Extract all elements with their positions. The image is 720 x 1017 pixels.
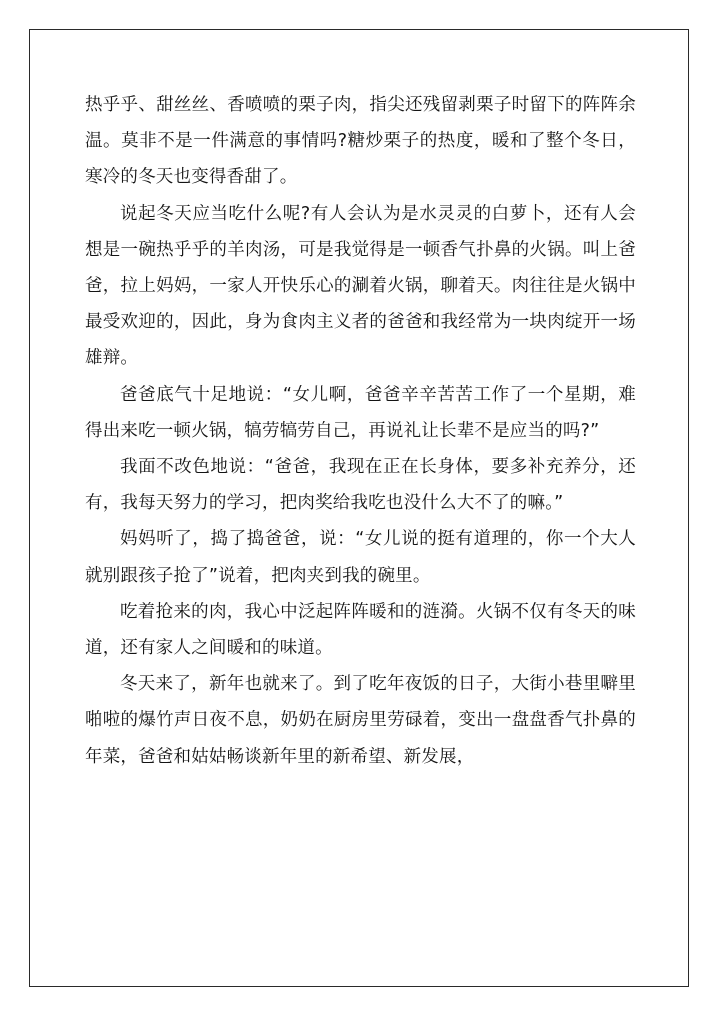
document-body bbox=[85, 87, 636, 775]
paragraph-7: 冬天来了，新年也就来了。到了吃年夜饭的日子，大街小巷里噼里啪啦的爆竹声日夜不息，奶奶在厨房里劳碌着，变出一盘盘香气扑鼻的年菜，爸爸和姑姑畅谈新年里的新希望、新发展， bbox=[85, 674, 636, 767]
paragraph-2: 说起冬天应当吃什么呢?有人会认为是水灵灵的白萝卜，还有人会想是一碗热乎乎的羊肉汤，可是我觉得是一顿香气扑鼻的火锅。叫上爸爸，拉上妈妈，一家人开快乐心的涮着火锅，聊着天。肉往往是火锅中最受欢迎的，因此，身为食肉主义者的爸爸和我经常为一块肉绽开一场雄辩。 bbox=[85, 203, 636, 369]
paragraph-1: 热乎乎、甜丝丝、香喷喷的栗子肉，指尖还残留剥栗子时留下的阵阵余温。莫非不是一件满意的事情吗?糖炒栗子的热度，暖和了整个冬日，寒冷的冬天也变得香甜了。 bbox=[85, 95, 636, 188]
paragraph-3: 爸爸底气十足地说：“女儿啊，爸爸辛辛苦苦工作了一个星期，难得出来吃一顿火锅，犒劳犒劳自己，再说礼让长辈不是应当的吗?” bbox=[85, 384, 636, 441]
paragraph-4: 我面不改色地说：“爸爸，我现在正在长身体，要多补充养分，还有，我每天努力的学习，把肉奖给我吃也没什么大不了的嘛。” bbox=[85, 457, 636, 514]
paragraph-5: 妈妈听了，捣了捣爸爸，说：“女儿说的挺有道理的，你一个大人就别跟孩子抢了”说着，把肉夹到我的碗里。 bbox=[85, 529, 636, 586]
paragraph-6: 吃着抢来的肉，我心中泛起阵阵暖和的涟漪。火锅不仅有冬天的味道，还有家人之间暖和的味道。 bbox=[85, 601, 636, 659]
